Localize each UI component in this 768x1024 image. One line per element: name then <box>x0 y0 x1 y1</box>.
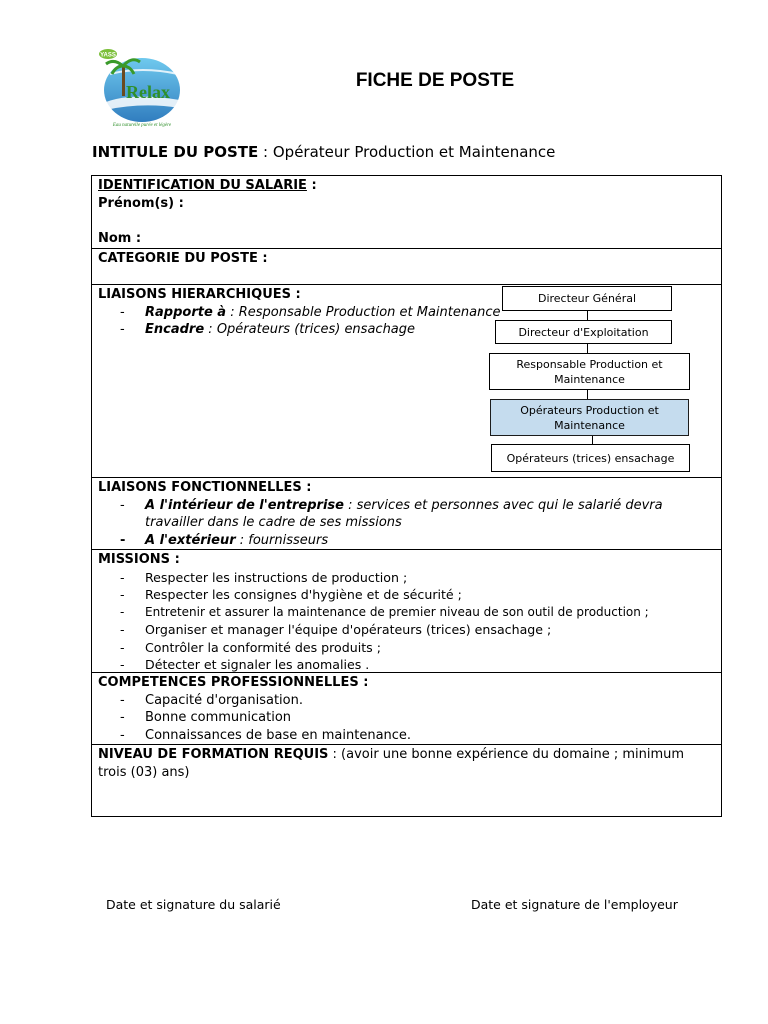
interieur-sep: : <box>343 497 357 513</box>
formation-text: : (avoir une bonne expérience du domaine ; minimum trois (03) ans) <box>98 747 685 780</box>
liaisons-hierarchiques-label: LIAISONS HIERARCHIQUES <box>98 287 291 302</box>
interieur-key: A l'intérieur de l'entreprise <box>145 497 344 513</box>
prenom-label: Prénom(s) : <box>98 195 184 211</box>
org-connector <box>587 390 588 399</box>
org-box-directeur-general: Directeur Général <box>502 286 672 311</box>
relax-logo <box>92 44 184 130</box>
signature-salarie: Date et signature du salarié <box>106 897 281 912</box>
list-item: - Organiser et manager l'équipe d'opérateurs (trices) ensachage ; <box>120 621 715 639</box>
interieur-value: services et personnes avec qui le salarié devra travailler dans le cadre de ses missions <box>145 497 663 530</box>
org-connector <box>587 344 588 353</box>
logo-badge: YASS <box>100 52 116 59</box>
exterieur-sep: : <box>235 532 249 548</box>
missions-label: MISSIONS : <box>98 552 180 567</box>
rapporte-key: Rapporte à <box>145 304 227 320</box>
formation-row <box>92 745 721 816</box>
identification-colon: : <box>306 178 317 193</box>
intitule-label: INTITULE DU POSTE <box>92 143 259 161</box>
competences-list <box>98 692 715 745</box>
list-item: - Respecter les instructions de production ; <box>120 569 715 587</box>
intitule-line <box>92 143 555 161</box>
nom-label: Nom : <box>98 230 142 246</box>
org-box-operateurs-ensachage: Opérateurs (trices) ensachage <box>491 444 690 472</box>
liaisons-hierarchiques-row <box>92 285 721 478</box>
org-connector <box>587 311 588 320</box>
list-item: - Contrôler la conformité des produits ; <box>120 639 715 657</box>
categorie-label: CATEGORIE DU POSTE : <box>98 251 268 266</box>
list-item: - Respecter les consignes d'hygiène et de sécurité ; <box>120 586 715 604</box>
signature-employeur: Date et signature de l'employeur <box>471 897 678 912</box>
intitule-value: Opérateur Production et Maintenance <box>272 143 556 161</box>
list-item: - Détecter et signaler les anomalies . <box>120 656 715 674</box>
liaisons-fonctionnelles-row <box>92 478 721 550</box>
job-sheet-table <box>91 175 722 817</box>
competences-colon: : <box>358 675 369 690</box>
org-box-responsable-production: Responsable Production et Maintenance <box>489 353 690 390</box>
rapporte-sep: : <box>226 304 239 320</box>
list-item <box>120 497 715 532</box>
page-title: FICHE DE POSTE <box>355 70 515 91</box>
identification-label: IDENTIFICATION DU SALARIE <box>98 178 307 193</box>
list-item: - Connaissances de base en maintenance. <box>120 727 715 745</box>
competences-row <box>92 673 721 745</box>
rapporte-value: Responsable Production et Maintenance <box>238 304 501 320</box>
list-item: - Bonne communication <box>120 709 715 727</box>
intitule-sep: : <box>258 143 273 161</box>
exterieur-key: A l'extérieur <box>145 532 236 548</box>
org-box-directeur-exploitation: Directeur d'Exploitation <box>495 320 672 344</box>
org-connector <box>592 436 593 444</box>
logo-name: Relax <box>126 82 170 102</box>
formation-label: NIVEAU DE FORMATION REQUIS <box>98 747 329 762</box>
list-item: - Capacité d'organisation. <box>120 692 715 710</box>
encadre-key: Encadre <box>145 322 205 337</box>
liaisons-fonctionnelles-label: LIAISONS FONCTIONNELLES <box>98 480 302 495</box>
logo-tagline: Eau naturelle purée et légère <box>112 123 172 128</box>
identification-row <box>92 176 721 249</box>
missions-list <box>98 569 715 674</box>
liaisons-fonctionnelles-list <box>98 497 715 550</box>
org-box-operateurs-production: Opérateurs Production et Maintenance <box>490 399 689 436</box>
encadre-value: Opérateurs (trices) ensachage <box>216 322 416 337</box>
list-item: - Entretenir et assurer la maintenance de premier niveau de son outil de production ; <box>120 604 715 622</box>
encadre-sep: : <box>204 322 217 337</box>
list-item <box>120 532 715 550</box>
liaisons-fonctionnelles-colon: : <box>301 480 312 495</box>
liaisons-hierarchiques-colon: : <box>291 287 301 302</box>
competences-label: COMPETENCES PROFESSIONNELLES <box>98 675 359 690</box>
categorie-row <box>92 249 721 285</box>
exterieur-value: fournisseurs <box>248 532 329 548</box>
missions-row <box>92 550 721 673</box>
